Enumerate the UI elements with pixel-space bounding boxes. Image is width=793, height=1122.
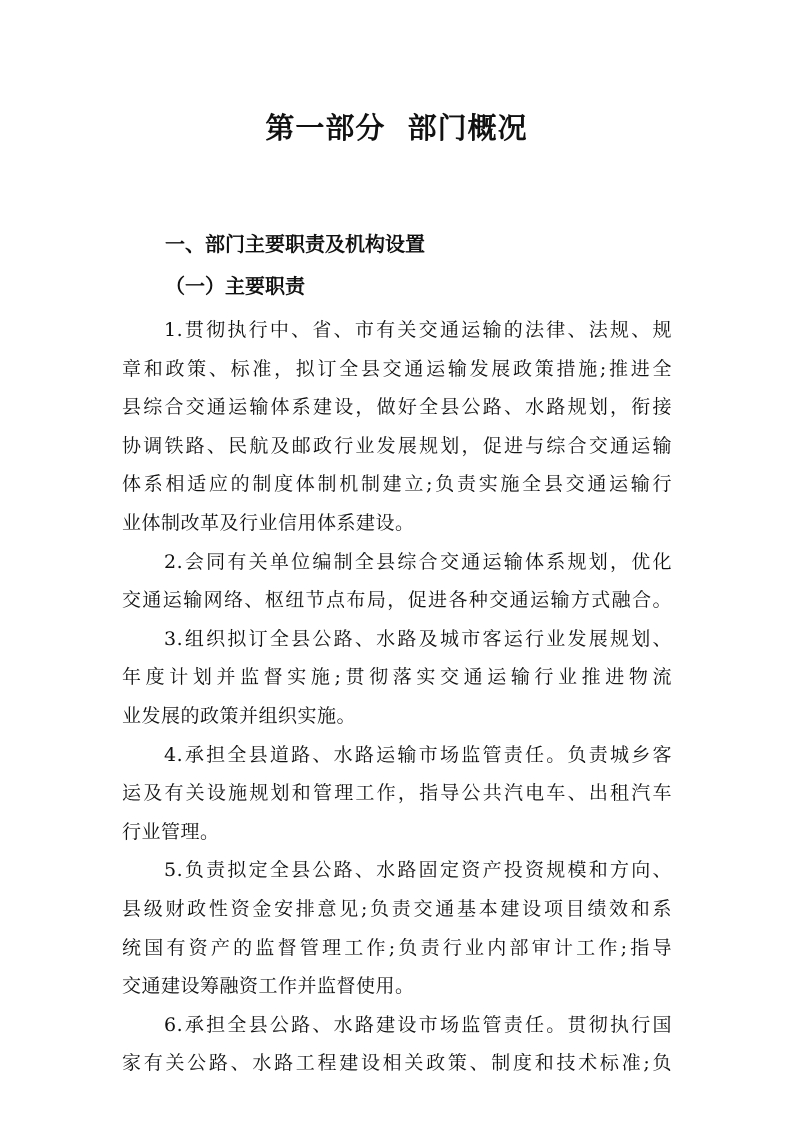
text-line: 章和政策、标准，拟订全县交通运输发展政策措施;推进全: [122, 357, 672, 380]
text-line: 县综合交通运输体系建设，做好全县公路、水路规划，衔接: [122, 396, 672, 419]
text-line: 交通建设筹融资工作并监督使用。: [122, 975, 415, 998]
paragraph-2: [122, 543, 672, 620]
text-line: 3.组织拟订全县公路、水路及城市客运行业发展规划、: [164, 627, 672, 650]
text-line: 年度计划并监督实施;贯彻落实交通运输行业推进物流: [122, 666, 672, 689]
text-line: 体系相适应的制度体制机制建立;负责实施全县交通运输行: [122, 473, 672, 496]
text-line: 行业管理。: [122, 820, 220, 843]
text-line: 6.承担全县公路、水路建设市场监管责任。贯彻执行国: [164, 1013, 672, 1036]
subsection-heading: （一）主要职责: [165, 274, 305, 298]
text-line: 2.会同有关单位编制全县综合交通运输体系规划，优化: [164, 550, 672, 573]
text-line: 统国有资产的监督管理工作;负责行业内部审计工作;指导: [122, 936, 672, 959]
section-heading: 一、部门主要职责及机构设置: [165, 232, 425, 256]
paragraph-3: [122, 620, 672, 736]
text-line: 1.贯彻执行中、省、市有关交通运输的法律、法规、规: [164, 319, 672, 341]
paragraph-4: [122, 736, 672, 852]
paragraph-5: [122, 851, 672, 1005]
text-line: 家有关公路、水路工程建设相关政策、制度和技术标准;负: [122, 1052, 672, 1075]
text-line: 交通运输网络、枢纽节点布局，促进各种交通运输方式融合。: [122, 589, 672, 612]
text-line: 县级财政性资金安排意见;负责交通基本建设项目绩效和系: [122, 897, 672, 920]
body-text: [122, 311, 672, 1083]
text-line: 业发展的政策并组织实施。: [122, 704, 357, 727]
paragraph-6: [122, 1006, 672, 1083]
text-line: 4.承担全县道路、水路运输市场监管责任。负责城乡客: [164, 743, 672, 766]
text-line: 协调铁路、民航及邮政行业发展规划，促进与综合交通运输: [122, 434, 672, 457]
text-line: 运及有关设施规划和管理工作，指导公共汽电车、出租汽车: [122, 782, 672, 805]
text-line: 5.负责拟定全县公路、水路固定资产投资规模和方向、: [164, 859, 672, 882]
paragraph-1: [122, 311, 672, 543]
text-line: 业体制改革及行业信用体系建设。: [122, 511, 415, 534]
page-title: 第一部分 部门概况: [265, 111, 528, 145]
